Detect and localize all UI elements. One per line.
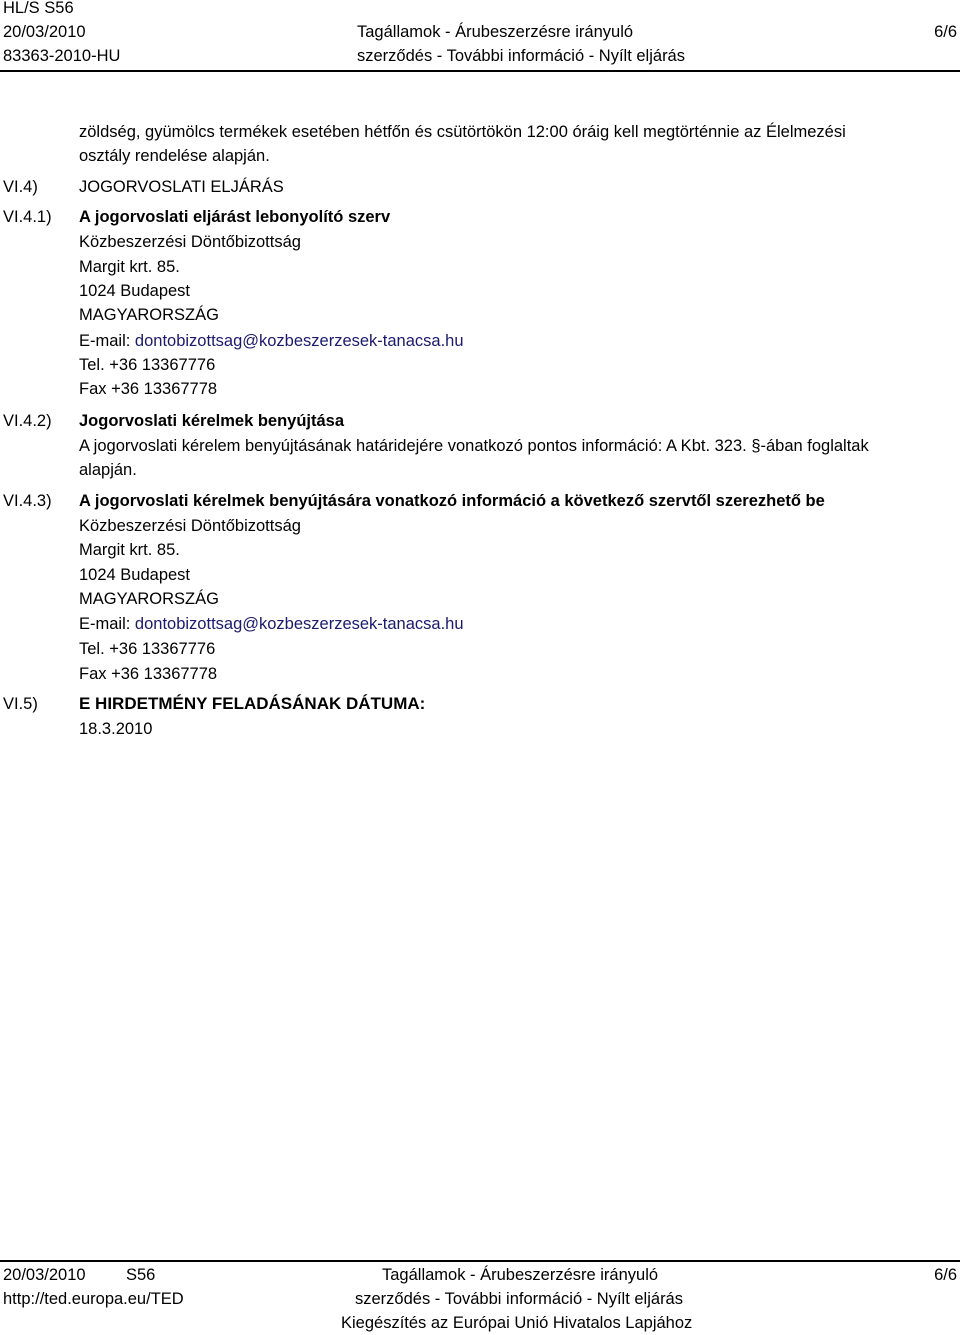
dispatch-date: 18.3.2010 bbox=[79, 720, 153, 738]
header-rule bbox=[0, 70, 960, 72]
section-ref-vi4: VI.4) bbox=[3, 178, 38, 196]
header-ref: HL/S S56 bbox=[3, 0, 74, 17]
footer-series: S56 bbox=[126, 1266, 156, 1284]
footer-title-line1: Tagállamok - Árubeszerzésre irányuló bbox=[382, 1266, 659, 1284]
section-title-vi43: A jogorvoslati kérelmek benyújtására vonatkozó információ a következő szervtől szerezhető be bbox=[79, 492, 825, 510]
review-body-fax: Fax +36 13367778 bbox=[79, 380, 218, 398]
info-body-name: Közbeszerzési Döntőbizottság bbox=[79, 517, 301, 535]
footer-title-line3: Kiegészítés az Európai Unió Hivatalos Lapjához bbox=[341, 1314, 693, 1332]
intro-text-line1: zöldség, gyümölcs termékek esetében hétfőn és csütörtökön 12:00 óráig kell megtörténnie az Élelmezési bbox=[79, 123, 846, 141]
section-ref-vi5: VI.5) bbox=[3, 695, 38, 713]
appeal-deadline-text-line1: A jogorvoslati kérelem benyújtásának határidejére vonatkozó pontos információ: A Kbt. 323. §-ában foglaltak bbox=[79, 437, 869, 455]
footer-date: 20/03/2010 bbox=[3, 1266, 86, 1284]
header-date: 20/03/2010 bbox=[3, 23, 86, 41]
review-body-street: Margit krt. 85. bbox=[79, 258, 180, 276]
review-body-country: MAGYARORSZÁG bbox=[79, 306, 219, 324]
email-link[interactable]: dontobizottsag@kozbeszerzesek-tanacsa.hu bbox=[134, 332, 464, 350]
section-title-vi42: Jogorvoslati kérelmek benyújtása bbox=[79, 412, 345, 430]
review-body-email-line bbox=[79, 329, 464, 353]
section-title-vi4: JOGORVOSLATI ELJÁRÁS bbox=[79, 178, 284, 196]
email-label: E-mail: bbox=[79, 615, 135, 633]
footer-url[interactable]: http://ted.europa.eu/TED bbox=[3, 1290, 184, 1308]
info-body-country: MAGYARORSZÁG bbox=[79, 590, 219, 608]
review-body-name: Közbeszerzési Döntőbizottság bbox=[79, 233, 301, 251]
footer-page-number: 6/6 bbox=[934, 1266, 957, 1284]
info-body-city: 1024 Budapest bbox=[79, 566, 191, 584]
section-ref-vi42: VI.4.2) bbox=[3, 412, 52, 430]
info-body-tel: Tel. +36 13367776 bbox=[79, 640, 216, 658]
section-title-vi41: A jogorvoslati eljárást lebonyolító szerv bbox=[79, 208, 391, 226]
section-ref-vi43: VI.4.3) bbox=[3, 492, 52, 510]
email-label: E-mail: bbox=[79, 332, 135, 350]
footer-rule bbox=[0, 1260, 960, 1262]
email-link[interactable]: dontobizottsag@kozbeszerzesek-tanacsa.hu bbox=[134, 615, 464, 633]
appeal-deadline-text-line2: alapján. bbox=[79, 461, 137, 479]
review-body-tel: Tel. +36 13367776 bbox=[79, 356, 216, 374]
info-body-fax: Fax +36 13367778 bbox=[79, 665, 218, 683]
info-body-email-line bbox=[79, 612, 464, 636]
header-page-number: 6/6 bbox=[934, 23, 957, 41]
intro-text-line2: osztály rendelése alapján. bbox=[79, 147, 270, 165]
footer-title-line2: szerződés - További információ - Nyílt eljárás bbox=[355, 1290, 683, 1308]
section-title-vi5: E HIRDETMÉNY FELADÁSÁNAK DÁTUMA: bbox=[79, 694, 426, 713]
section-ref-vi41: VI.4.1) bbox=[3, 208, 52, 226]
header-title-line2: szerződés - További információ - Nyílt eljárás bbox=[357, 47, 685, 65]
header-title-line1: Tagállamok - Árubeszerzésre irányuló bbox=[357, 23, 634, 41]
header-notice-number: 83363-2010-HU bbox=[3, 47, 121, 65]
review-body-city: 1024 Budapest bbox=[79, 282, 191, 300]
info-body-street: Margit krt. 85. bbox=[79, 541, 180, 559]
